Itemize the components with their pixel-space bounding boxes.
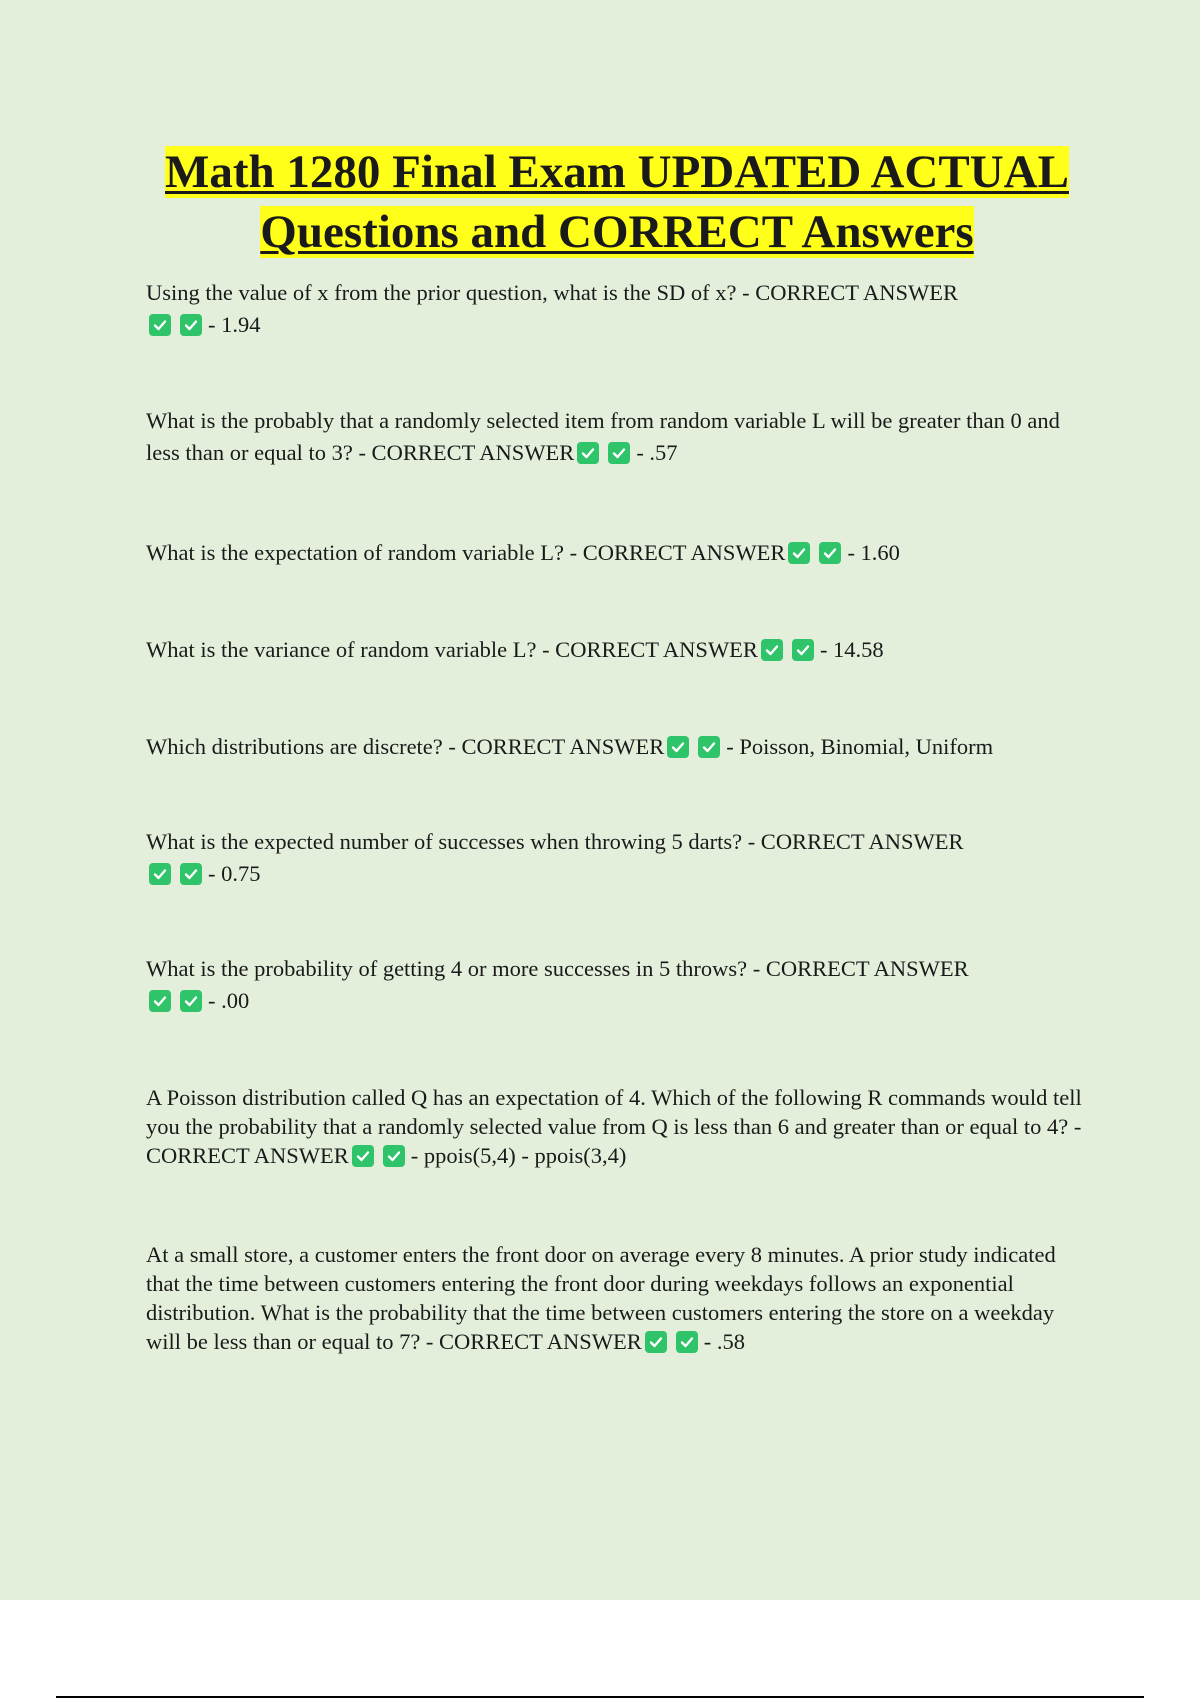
- title-line-2: Questions and CORRECT Answers: [260, 206, 974, 258]
- qa-item-9: [146, 1240, 1086, 1356]
- question-text: What is the expected number of successes when throwing 5 darts? - CORRECT ANSWER: [146, 829, 964, 854]
- qa-item-4: [146, 634, 1096, 666]
- qa-item-5: [146, 731, 1096, 763]
- check-mark-icon: [149, 990, 171, 1012]
- check-mark-icon: [180, 314, 202, 336]
- check-mark-icon: [792, 639, 814, 661]
- footer-rule: [56, 1696, 1144, 1698]
- qa-item-2: [146, 405, 1096, 469]
- check-mark-icon: [819, 542, 841, 564]
- check-mark-icon: [180, 990, 202, 1012]
- check-mark-icon: [180, 863, 202, 885]
- question-text: A Poisson distribution called Q has an expectation of 4. Which of the following R commands would tell you the probability that a randomly selected value from Q is less than 6 and greater than or equal to 4? - CORRECT ANSWER: [146, 1085, 1082, 1168]
- answer-text: - 14.58: [819, 637, 884, 662]
- answer-text: - .58: [703, 1329, 746, 1354]
- check-mark-icon: [149, 863, 171, 885]
- check-mark-icon: [698, 736, 720, 758]
- qa-item-8: [146, 1083, 1086, 1170]
- check-mark-icon: [608, 442, 630, 464]
- qa-item-6: [146, 826, 976, 890]
- qa-item-7: [146, 953, 976, 1017]
- check-mark-icon: [577, 442, 599, 464]
- question-text: At a small store, a customer enters the front door on average every 8 minutes. A prior study indicated that the time between customers entering the front door during weekdays follows an exponential distribution. What is the probability that the time between customers entering the store on a weekday will be less than or equal to 7? - CORRECT ANSWER: [146, 1242, 1056, 1354]
- document-title: [60, 142, 1174, 262]
- qa-item-1: [146, 277, 966, 341]
- answer-text: - 1.60: [847, 540, 900, 565]
- check-mark-icon: [149, 314, 171, 336]
- question-text: What is the expectation of random variable L? - CORRECT ANSWER: [146, 540, 786, 565]
- answer-text: - .57: [636, 440, 678, 465]
- qa-item-3: [146, 537, 1096, 569]
- answer-text: - .00: [208, 988, 250, 1013]
- answer-text: - 1.94: [208, 312, 261, 337]
- check-mark-icon: [352, 1145, 374, 1167]
- question-text: Using the value of x from the prior question, what is the SD of x? - CORRECT ANSWER: [146, 280, 958, 305]
- answer-text: - 0.75: [208, 861, 261, 886]
- check-mark-icon: [383, 1145, 405, 1167]
- answer-text: - ppois(5,4) - ppois(3,4): [410, 1143, 627, 1168]
- question-text: What is the variance of random variable L? - CORRECT ANSWER: [146, 637, 758, 662]
- check-mark-icon: [788, 542, 810, 564]
- question-text: Which distributions are discrete? - CORRECT ANSWER: [146, 734, 665, 759]
- check-mark-icon: [667, 736, 689, 758]
- question-text: What is the probably that a randomly selected item from random variable L will be greater than 0 and less than or equal to 3? - CORRECT ANSWER: [146, 408, 1060, 465]
- check-mark-icon: [676, 1331, 698, 1353]
- title-line-1: Math 1280 Final Exam UPDATED ACTUAL: [165, 146, 1069, 198]
- question-text: What is the probability of getting 4 or more successes in 5 throws? - CORRECT ANSWER: [146, 956, 969, 981]
- answer-text: - Poisson, Binomial, Uniform: [726, 734, 994, 759]
- check-mark-icon: [645, 1331, 667, 1353]
- check-mark-icon: [761, 639, 783, 661]
